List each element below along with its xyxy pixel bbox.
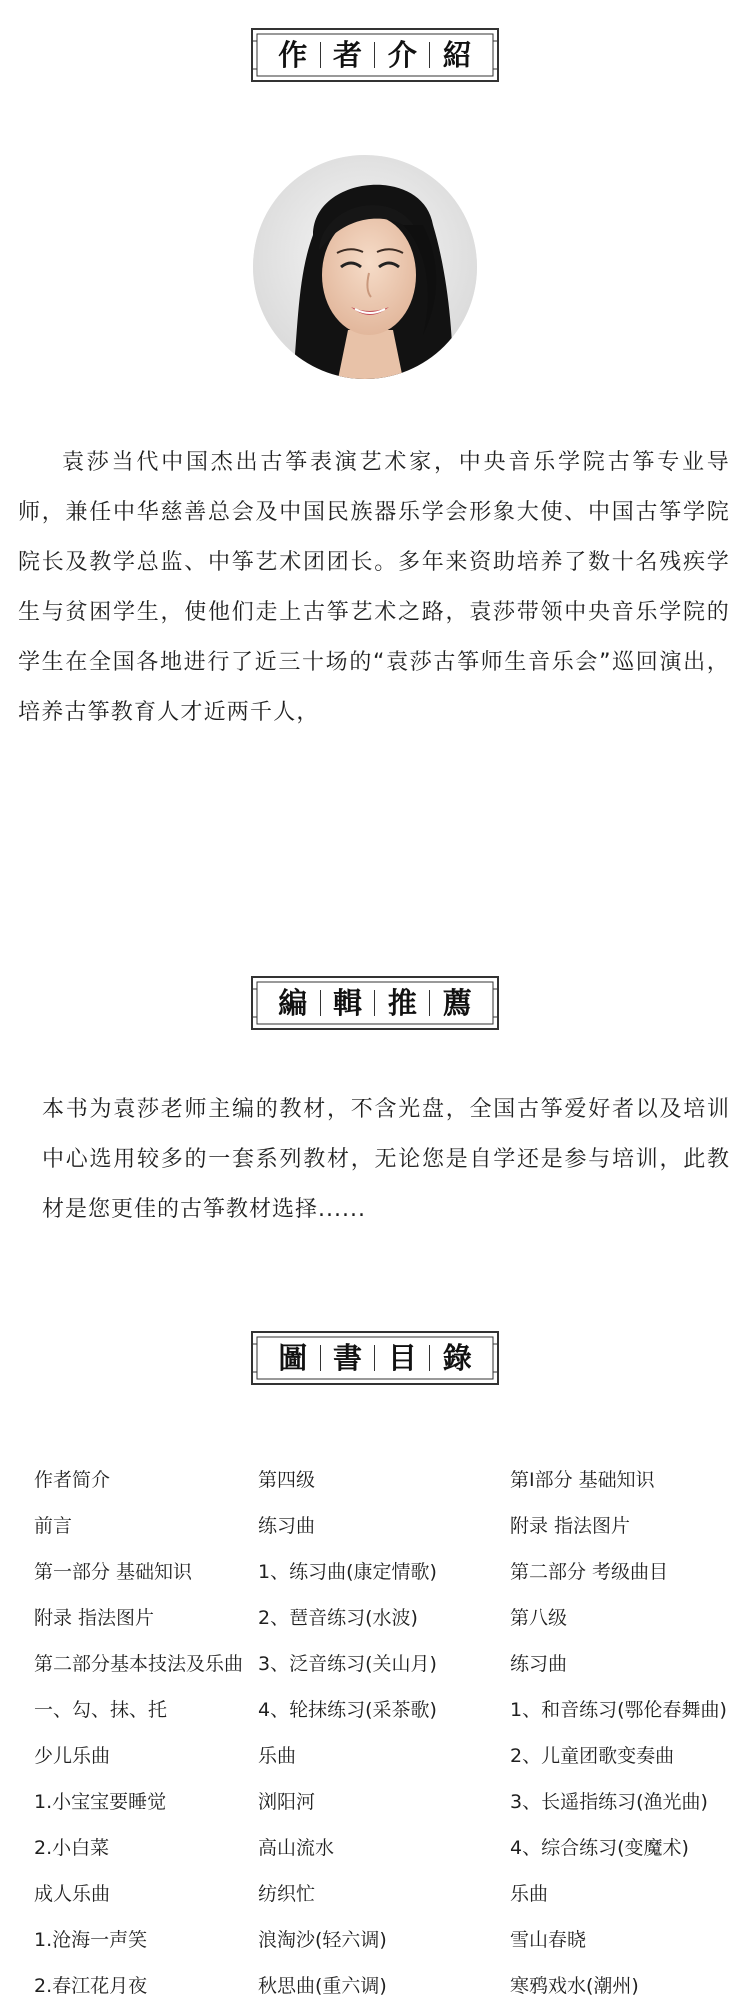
catalog-item: 附录 指法图片 (510, 1514, 631, 1537)
catalog-item: 附录 指法图片 (34, 1606, 155, 1629)
heading-char: 紹 (442, 37, 472, 72)
heading-divider (374, 1345, 375, 1371)
heading-divider (429, 1345, 430, 1371)
catalog-item: 作者简介 (34, 1468, 111, 1491)
catalog-item: 秋思曲(重六调) (258, 1974, 387, 1997)
catalog-item: 高山流水 (258, 1836, 335, 1859)
heading-divider (429, 990, 430, 1016)
catalog-row (34, 1593, 734, 1639)
catalog-item: 练习曲 (510, 1652, 568, 1675)
heading-char: 目 (387, 1340, 417, 1375)
catalog-row (34, 1823, 734, 1869)
catalog-item: 1.小宝宝要睡觉 (34, 1790, 167, 1813)
catalog-row (34, 1455, 734, 1501)
catalog-item: 2、儿童团歌变奏曲 (510, 1744, 675, 1767)
heading-char: 者 (333, 37, 363, 72)
heading-char: 推 (387, 985, 417, 1020)
heading-divider (320, 990, 321, 1016)
catalog-item: 乐曲 (510, 1882, 549, 1905)
catalog-item: 1.沧海一声笑 (34, 1928, 148, 1951)
catalog-item: 纺织忙 (258, 1882, 316, 1905)
catalog-row (34, 1777, 734, 1823)
catalog-row (34, 1685, 734, 1731)
catalog-item: 第一部分 基础知识 (34, 1560, 193, 1583)
catalog-item: 少儿乐曲 (34, 1744, 111, 1767)
catalog-item: 2、琶音练习(水波) (258, 1606, 418, 1629)
catalog-row (34, 1731, 734, 1777)
catalog-table (34, 1455, 734, 2007)
catalog-item: 4、轮抹练习(采茶歌) (258, 1698, 437, 1721)
heading-char: 編 (278, 985, 308, 1020)
catalog-item: 第八级 (510, 1606, 568, 1629)
catalog-row (34, 1869, 734, 1915)
catalog-item: 1、和音练习(鄂伦春舞曲) (510, 1698, 727, 1721)
catalog-item: 第四级 (258, 1468, 316, 1491)
catalog-item: 练习曲 (258, 1514, 316, 1537)
author-portrait (253, 155, 477, 379)
catalog-item: 乐曲 (258, 1744, 297, 1767)
catalog-item: 浏阳河 (258, 1790, 316, 1813)
heading-char: 錄 (442, 1340, 472, 1375)
catalog-item: 成人乐曲 (34, 1882, 111, 1905)
catalog-item: 前言 (34, 1514, 73, 1537)
editor-recommendation-heading (250, 975, 500, 1031)
author-bio-text: 袁莎当代中国杰出古筝表演艺术家，中央音乐学院古筝专业导师，兼任中华慈善总会及中国民族器乐学会形象大使、中国古筝学院院长及教学总监、中筝艺术团团长。多年来资助培养了数十名残疾学生与贫困学生，使他们走上古筝艺术之路，袁莎带领中央音乐学院的学生在全国各地进行了近三十场的“袁莎古筝师生音乐会”巡回演出，培养古筝教育人才近两千人， (18, 450, 730, 725)
catalog-item: 一、勾、抹、托 (34, 1698, 168, 1721)
catalog-item: 2.小白菜 (34, 1836, 110, 1859)
catalog-row (34, 1547, 734, 1593)
heading-char: 書 (333, 1340, 363, 1375)
heading-divider (374, 990, 375, 1016)
catalog-item: 3、长遥指练习(渔光曲) (510, 1790, 708, 1813)
catalog-heading (250, 1330, 500, 1386)
catalog-row (34, 1639, 734, 1685)
catalog-item: 4、综合练习(变魔术) (510, 1836, 689, 1859)
catalog-item: 雪山春晓 (510, 1928, 587, 1951)
author-photo-icon (253, 155, 477, 379)
catalog-item: 第I部分 基础知识 (510, 1468, 655, 1491)
heading-char: 圖 (278, 1340, 308, 1375)
author-intro-heading (250, 27, 500, 83)
heading-divider (374, 42, 375, 68)
catalog-item: 1、练习曲(康定情歌) (258, 1560, 437, 1583)
heading-char: 介 (387, 37, 417, 72)
catalog-row (34, 1961, 734, 2007)
catalog-item: 寒鸦戏水(潮州) (510, 1974, 639, 1997)
catalog-row (34, 1501, 734, 1547)
editor-recommendation-section (42, 1085, 730, 1235)
heading-char: 薦 (442, 985, 472, 1020)
editor-recommendation-text: 本书为袁莎老师主编的教材，不含光盘，全国古筝爱好者以及培训中心选用较多的一套系列教材，无论您是自学还是参与培训，此教材是您更佳的古筝教材选择...... (42, 1097, 730, 1222)
heading-divider (320, 1345, 321, 1371)
heading-divider (320, 42, 321, 68)
catalog-item: 2.春江花月夜 (34, 1974, 148, 1997)
heading-divider (429, 42, 430, 68)
catalog-item: 3、泛音练习(关山月) (258, 1652, 437, 1675)
catalog-row (34, 1915, 734, 1961)
author-bio-section (18, 438, 730, 738)
catalog-item: 第二部分 考级曲目 (510, 1560, 669, 1583)
catalog-item: 第二部分基本技法及乐曲 (34, 1652, 244, 1675)
catalog-item: 浪淘沙(轻六调) (258, 1928, 387, 1951)
heading-char: 作 (278, 37, 308, 72)
heading-char: 輯 (333, 985, 363, 1020)
